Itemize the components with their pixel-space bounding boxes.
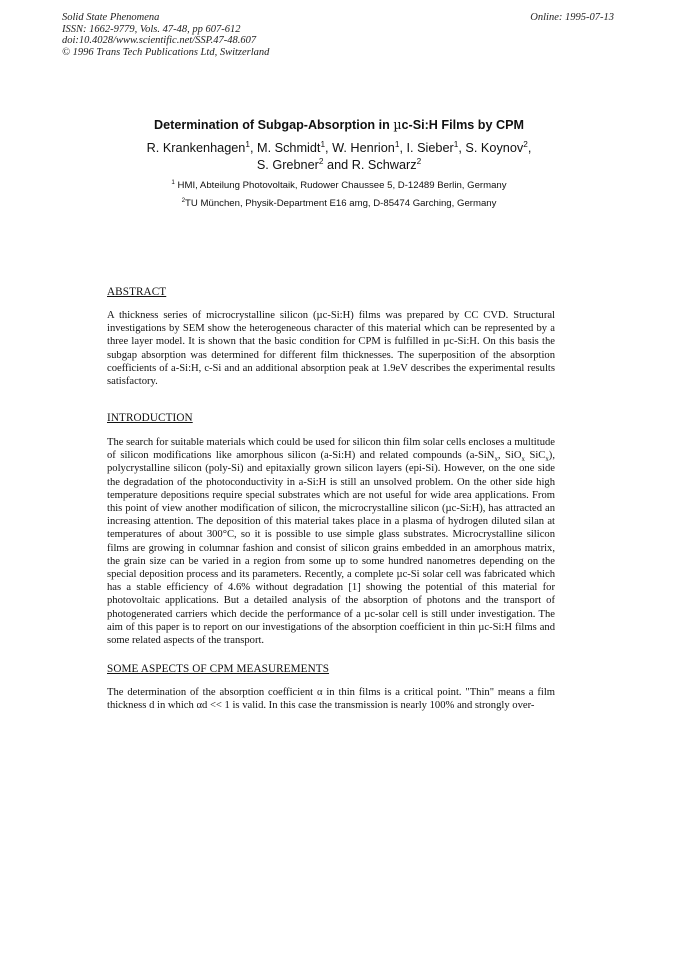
author-list bbox=[0, 140, 678, 174]
journal-name: Solid State Phenomena bbox=[62, 12, 160, 23]
subscript: x bbox=[494, 456, 498, 464]
author-name: R. Krankenhagen bbox=[146, 141, 246, 155]
title-text-end: c-Si:H Films by CPM bbox=[401, 118, 524, 132]
author-name: , M. Schmidt bbox=[249, 141, 321, 155]
title-text: Determination of Subgap-Absorption in bbox=[154, 118, 394, 132]
author-name: , S. Koynov bbox=[458, 141, 524, 155]
subscript: x bbox=[521, 456, 525, 464]
abstract-heading: ABSTRACT bbox=[107, 286, 167, 298]
doi-line[interactable]: doi:10.4028/www.scientific.net/SSP.47-48.607 bbox=[62, 35, 257, 46]
affil-marker: 2 bbox=[318, 156, 324, 166]
author-name: S. Grebner bbox=[256, 158, 319, 172]
affil-marker: 1 bbox=[171, 178, 175, 186]
copyright-line: © 1996 Trans Tech Publications Ltd, Switzerland bbox=[62, 46, 270, 58]
author-line-2 bbox=[0, 157, 678, 174]
affiliation-1 bbox=[0, 180, 678, 191]
affiliation-text: HMI, Abteilung Photovoltaik, Rudower Chaussee 5, D-12489 Berlin, Germany bbox=[177, 180, 507, 191]
affil-marker: 1 bbox=[320, 139, 326, 149]
author-name: and R. Schwarz bbox=[323, 158, 417, 172]
author-name: , W. Henrion bbox=[325, 141, 395, 155]
abstract-text: A thickness series of microcrystalline silicon (µc-Si:H) films was prepared by CC CVD. Structural investigations by SEM show the heterogeneous character of this material which can be represented by a three layer model. It is shown that the basic condition for CPM is fulfilled in µc-Si:H. On this basis the subgap absorption was determined for different film thicknesses. The superposition of the absorption coefficients of a-Si:H, c-Si and an additional absorption peak at 1.9eV describes the experimental results satisfactory. bbox=[107, 310, 555, 388]
cpm-heading: SOME ASPECTS OF CPM MEASUREMENTS bbox=[107, 663, 330, 675]
affiliation-2 bbox=[0, 198, 678, 209]
affil-marker: 1 bbox=[245, 139, 250, 149]
intro-text-part: SiC bbox=[524, 450, 546, 462]
introduction-heading: INTRODUCTION bbox=[107, 412, 193, 424]
affil-marker: 2 bbox=[416, 156, 422, 166]
title-mu-symbol: µ bbox=[393, 117, 402, 132]
intro-text-part: , SiO bbox=[497, 450, 522, 462]
intro-text-part: ), polycrystalline silicon (poly-Si) and epitaxially grown silicon layers (epi-Si). However, on the one side the degradation of the photoconductivity in a-Si:H is still an unsolved problem. On the other side high temperature depositions require special substrates which are not useful for wide area applications. From this point of view another modification of silicon, the microcrystalline silicon (µc-Si:H), has attracted an increasing attention. The deposition of this material takes place in a plasma of hydrogen diluted silan at temperatures of about 300°C, so it is possible to use simple glass substrates. Microcrystalline silicon films are growing in columnar fashion and consist of silicon grains embedded in an amorphous matrix, the grain size can be varied in a region from some up to some hundred nanometres depending on the special deposition process and its parameters. Recently, a complete µc-Si solar cell was fabricated which has a stable efficiency of 4.6% without degradation [1] showing the potential of this material for photovoltaic applications. But a detailed analysis of the absorption of photons and the transport of photogenerated carriers which decide the performance of a µc-solar cell is still under investigation. The aim of this paper is to report on our investigations of the absorption coefficient in thin µc-Si:H films and some related aspects of the transport. bbox=[107, 450, 555, 647]
issn-line: ISSN: 1662-9779, Vols. 47-48, pp 607-612 bbox=[62, 23, 241, 35]
affil-marker: 2 bbox=[523, 139, 528, 149]
affiliation-text: TU München, Physik-Department E16 amg, D-85474 Garching, Germany bbox=[185, 198, 497, 209]
introduction-text bbox=[107, 436, 555, 647]
intro-text-part: The search for suitable materials which could be used for silicon thin film solar cells encloses a multitude of silicon modifications like amorphous silicon (a-Si:H) and related compounds (a-SiN bbox=[107, 437, 555, 462]
affil-marker: 1 bbox=[453, 139, 459, 149]
author-name: , I. Sieber bbox=[399, 141, 454, 155]
affil-marker: 1 bbox=[394, 139, 400, 149]
online-date: Online: 1995-07-13 bbox=[530, 12, 614, 23]
affil-marker: 2 bbox=[181, 196, 186, 204]
cpm-text: The determination of the absorption coefficient α in thin films is a critical point. "Thin" means a film thickness d in which αd << 1 is valid. In this case the transmission is nearly 100% and strongly over- bbox=[107, 687, 555, 712]
journal-info bbox=[62, 12, 269, 58]
paper-title bbox=[0, 117, 678, 132]
subscript: x bbox=[545, 456, 549, 464]
author-line-1: R. Krankenhagen$^1$, M. Schmidt$^1$, W. Henrion$^1$, I. Sieber$^1$, S. Koynov$^2$, bbox=[146, 139, 532, 155]
